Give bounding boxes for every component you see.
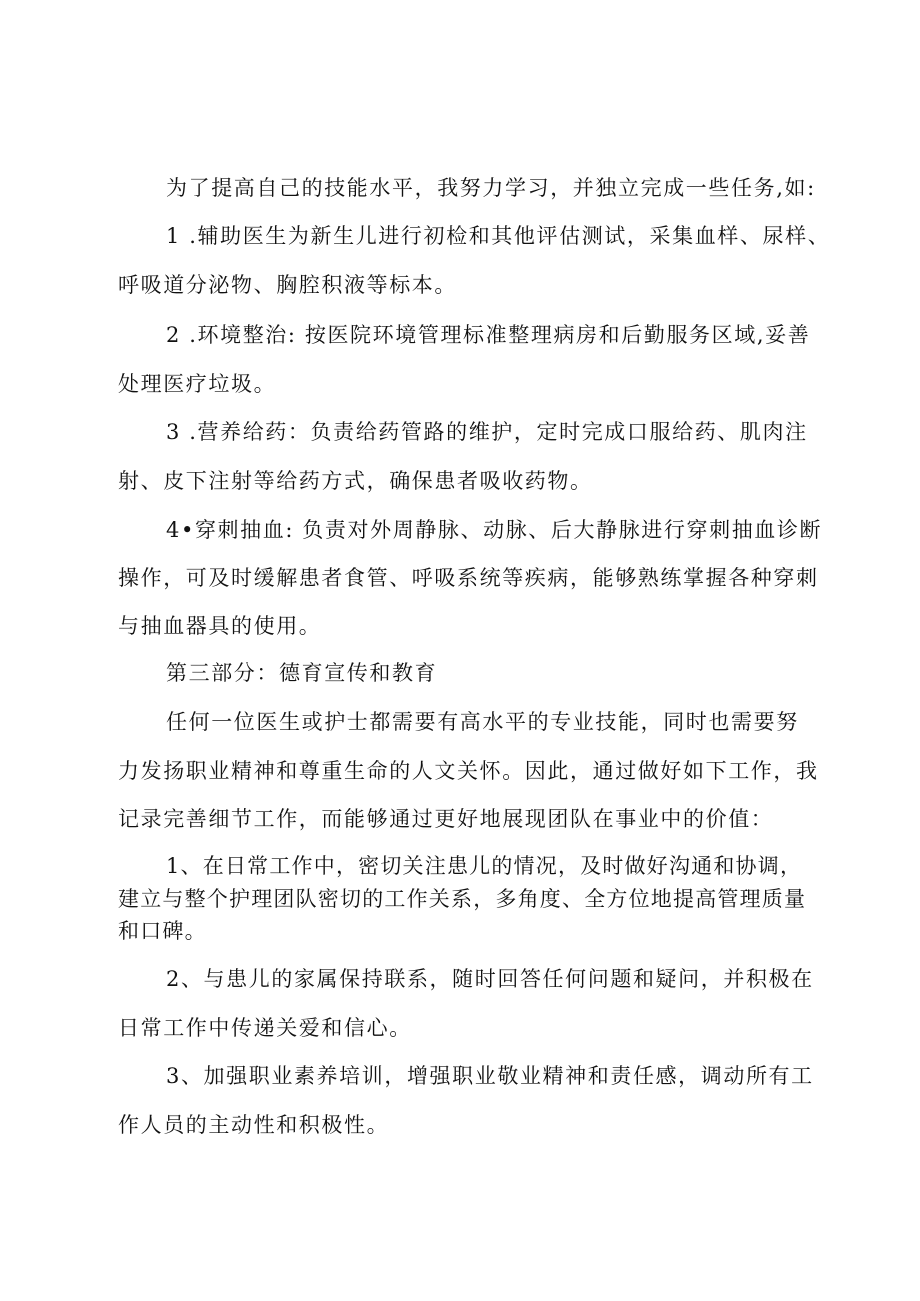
item-2-line-2: 处理医疗垃圾。 <box>118 372 277 396</box>
intro-text: 为了提高自己的技能水平，我努力学习，并独立完成一些任务,如: <box>166 176 816 200</box>
item-1-line-2: 呼吸道分泌物、胸腔积液等标本。 <box>118 273 457 297</box>
point-1-line-1: 1、在日常工作中，密切关注患儿的情况，及时做好沟通和协调， <box>166 854 803 878</box>
item-4-line-2: 操作，可及时缓解患者食管、呼吸系统等疾病，能够熟练掌握各种穿刺 <box>118 566 819 590</box>
item-1-line-1: 1 .辅助医生为新生儿进行初检和其他评估测试，采集血样、尿样、 <box>166 224 831 248</box>
item-2-line-1: 2 .环境整治: 按医院环境管理标准整理病房和后勤服务区域,妥善 <box>166 323 811 347</box>
point-2-line-1: 2、与患儿的家属保持联系，随时回答任何问题和疑问，并积极在 <box>166 967 814 991</box>
point-2-line-2: 日常工作中传递关爱和信心。 <box>118 1016 412 1040</box>
point-3-line-1: 3、加强职业素养培训，增强职业敬业精神和责任感，调动所有工 <box>166 1064 814 1088</box>
point-3-line-2: 作人员的主动性和积极性。 <box>118 1113 390 1137</box>
point-1-line-3: 和口碑。 <box>118 919 207 943</box>
point-1-line-2: 建立与整个护理团队密切的工作关系，多角度、全方位地提高管理质量 <box>118 887 807 911</box>
item-4-line-3: 与抽血器具的使用。 <box>118 614 322 638</box>
section-3-intro-line-1: 任何一位医生或护士都需要有高水平的专业技能，同时也需要努 <box>166 710 799 734</box>
section-3-intro-line-3: 记录完善细节工作，而能够通过更好地展现团队在事业中的价值： <box>118 807 774 831</box>
section-3-intro-line-2: 力发扬职业精神和尊重生命的人文关怀。因此，通过做好如下工作，我 <box>118 759 819 783</box>
section-3-heading: 第三部分：德育宣传和教育 <box>166 661 438 685</box>
item-3-line-2: 射、皮下注射等给药方式，确保患者吸收药物。 <box>118 469 593 493</box>
item-4-line-1: 4•穿刺抽血: 负责对外周静脉、动脉、后大静脉进行穿刺抽血诊断 <box>166 518 823 542</box>
item-3-line-1: 3 .营养给药：负责给药管路的维护，定时完成口服给药、肌肉注 <box>166 420 808 444</box>
